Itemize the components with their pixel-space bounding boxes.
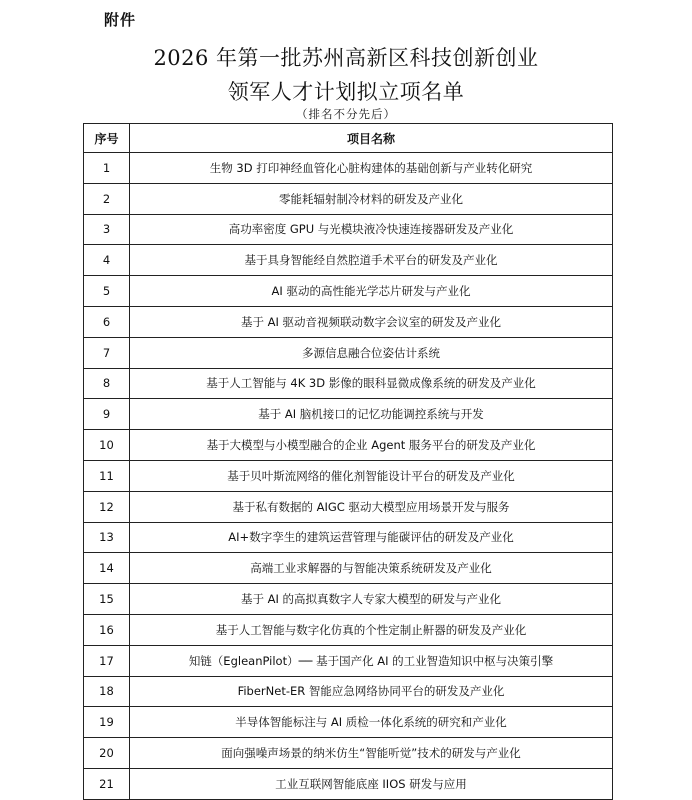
row-serial-number: 21 [84, 768, 130, 799]
row-serial-number: 20 [84, 738, 130, 769]
row-project-name: 基于贝叶斯流网络的催化剂智能设计平台的研发及产业化 [130, 460, 613, 491]
row-project-name: FiberNet-ER 智能应急网络协同平台的研发及产业化 [130, 676, 613, 707]
row-project-name: 多源信息融合位姿估计系统 [130, 337, 613, 368]
table-row [84, 153, 613, 184]
table-row [84, 584, 613, 615]
table-row [84, 614, 613, 645]
attachment-label: 附件 [104, 11, 137, 29]
row-project-name: 面向强噪声场景的纳米仿生“智能听觉”技术的研发与产业化 [130, 738, 613, 769]
row-project-name: 高功率密度 GPU 与光模块液冷快速连接器研发及产业化 [130, 214, 613, 245]
row-serial-number: 11 [84, 460, 130, 491]
row-project-name: 基于具身智能经自然腔道手术平台的研发及产业化 [130, 245, 613, 276]
row-project-name: 基于人工智能与数字化仿真的个性定制止鼾器的研发及产业化 [130, 614, 613, 645]
table-row [84, 306, 613, 337]
table-row [84, 368, 613, 399]
row-project-name: 基于大模型与小模型融合的企业 Agent 服务平台的研发及产业化 [130, 430, 613, 461]
row-serial-number: 3 [84, 214, 130, 245]
row-serial-number: 19 [84, 707, 130, 738]
table-header-row [84, 124, 613, 153]
table-row [84, 460, 613, 491]
header-project-name: 项目名称 [130, 124, 613, 153]
row-serial-number: 16 [84, 614, 130, 645]
table-row [84, 676, 613, 707]
row-project-name: 零能耗辐射制冷材料的研发及产业化 [130, 183, 613, 214]
document-title-line-2: 领军人才计划拟立项名单 [227, 80, 465, 104]
ranking-note: （排名不分先后） [296, 107, 396, 121]
table-row [84, 276, 613, 307]
document-title-line-1: 2026 年第一批苏州高新区科技创新创业 [153, 46, 539, 70]
table-row [84, 337, 613, 368]
table-row [84, 553, 613, 584]
table-row [84, 707, 613, 738]
row-serial-number: 1 [84, 153, 130, 184]
row-serial-number: 4 [84, 245, 130, 276]
row-project-name: 基于人工智能与 4K 3D 影像的眼科显微成像系统的研发及产业化 [130, 368, 613, 399]
row-serial-number: 12 [84, 491, 130, 522]
table-row [84, 768, 613, 799]
row-serial-number: 10 [84, 430, 130, 461]
project-list-table [83, 123, 613, 800]
table-row [84, 183, 613, 214]
table-row [84, 738, 613, 769]
row-serial-number: 2 [84, 183, 130, 214]
table-row [84, 645, 613, 676]
row-project-name: 基于 AI 的高拟真数字人专家大模型的研发与产业化 [130, 584, 613, 615]
row-project-name: 半导体智能标注与 AI 质检一体化系统的研究和产业化 [130, 707, 613, 738]
table-row [84, 430, 613, 461]
table-row [84, 522, 613, 553]
row-project-name: 基于 AI 脑机接口的记忆功能调控系统与开发 [130, 399, 613, 430]
row-serial-number: 15 [84, 584, 130, 615]
row-project-name: 高端工业求解器的与智能决策系统研发及产业化 [130, 553, 613, 584]
table-row [84, 214, 613, 245]
row-project-name: 基于私有数据的 AIGC 驱动大模型应用场景开发与服务 [130, 491, 613, 522]
table-row [84, 245, 613, 276]
row-serial-number: 14 [84, 553, 130, 584]
row-serial-number: 13 [84, 522, 130, 553]
row-project-name: 知链（EgleanPilot）── 基于国产化 AI 的工业智造知识中枢与决策引擎 [130, 645, 613, 676]
row-serial-number: 17 [84, 645, 130, 676]
table-row [84, 399, 613, 430]
row-project-name: 工业互联网智能底座 IIOS 研发与应用 [130, 768, 613, 799]
header-serial-number: 序号 [84, 124, 130, 153]
row-project-name: 生物 3D 打印神经血管化心脏构建体的基础创新与产业转化研究 [130, 153, 613, 184]
row-serial-number: 6 [84, 306, 130, 337]
row-project-name: AI+数字孪生的建筑运营管理与能碳评估的研发及产业化 [130, 522, 613, 553]
row-serial-number: 7 [84, 337, 130, 368]
row-serial-number: 8 [84, 368, 130, 399]
row-serial-number: 5 [84, 276, 130, 307]
row-serial-number: 9 [84, 399, 130, 430]
table-row [84, 491, 613, 522]
row-project-name: 基于 AI 驱动音视频联动数字会议室的研发及产业化 [130, 306, 613, 337]
row-project-name: AI 驱动的高性能光学芯片研发与产业化 [130, 276, 613, 307]
row-serial-number: 18 [84, 676, 130, 707]
